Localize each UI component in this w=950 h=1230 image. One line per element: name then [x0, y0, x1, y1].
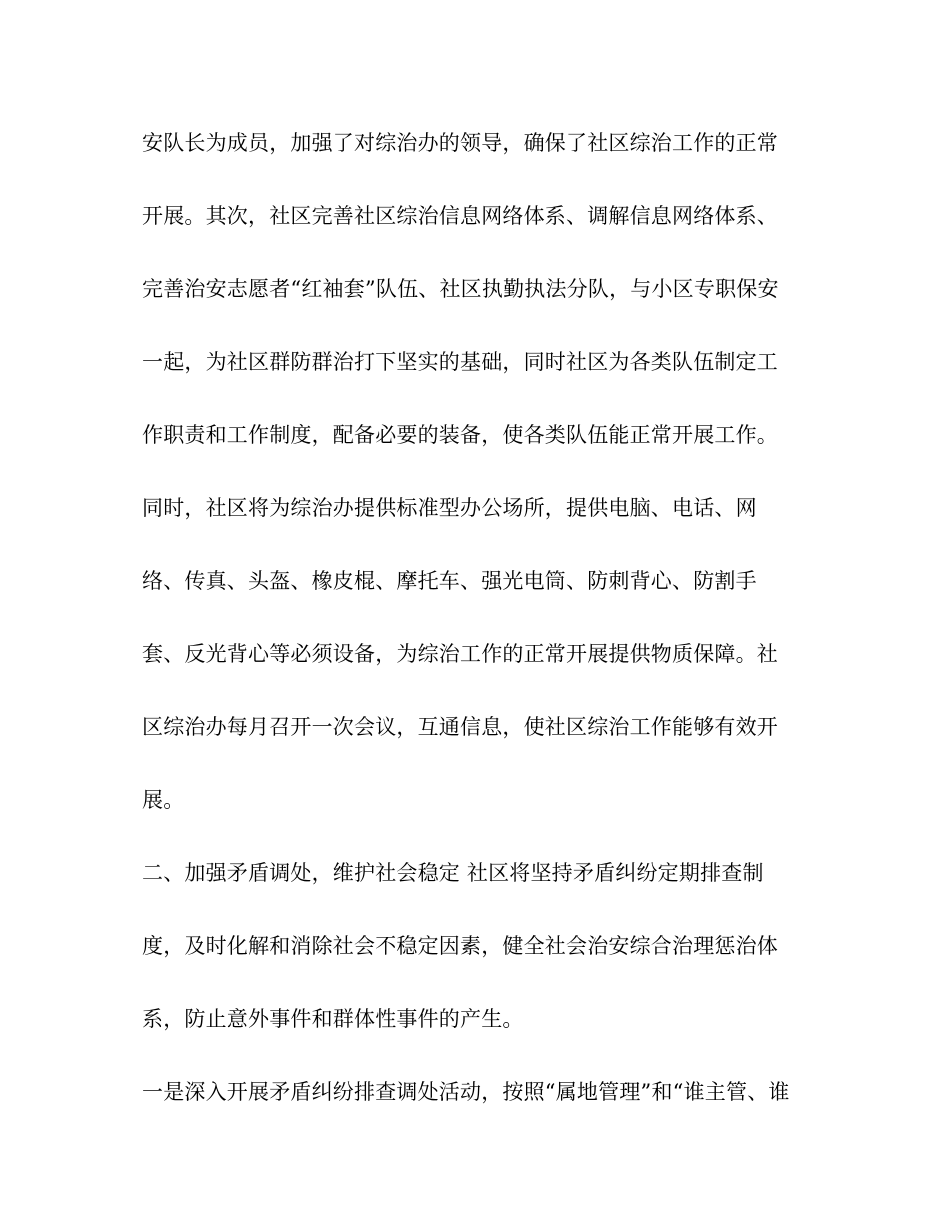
- text-line: 络、传真、头盔、橡皮棍、摩托车、强光电筒、防刺背心、防割手: [142, 569, 757, 593]
- section-heading-line: 二、加强矛盾调处，维护社会稳定 社区将坚持矛盾纠纷定期排查制: [142, 861, 764, 885]
- text-line: 开展。其次，社区完善社区综治信息网络体系、调解信息网络体系、: [142, 204, 778, 228]
- text-line: 度，及时化解和消除社会不稳定因素，健全社会治安综合治理惩治体: [142, 934, 778, 958]
- text-line: 系，防止意外事件和群体性事件的产生。: [142, 1007, 524, 1031]
- text-line: 同时，社区将为综治办提供标准型办公场所，提供电脑、电话、网: [142, 496, 757, 520]
- text-line: 完善治安志愿者“红袖套”队伍、社区执勤执法分队，与小区专职保安: [142, 277, 779, 301]
- text-line: 安队长为成员，加强了对综治办的领导，确保了社区综治工作的正常: [142, 131, 778, 155]
- text-line: 作职责和工作制度，配备必要的装备，使各类队伍能正常开展工作。: [142, 423, 778, 447]
- text-line: 一是深入开展矛盾纠纷排查调处活动，按照“属地管理”和“谁主管、谁: [142, 1080, 790, 1104]
- text-line: 展。: [142, 788, 185, 812]
- text-line: 区综治办每月召开一次会议，互通信息，使社区综治工作能够有效开: [142, 715, 778, 739]
- text-line: 一起，为社区群防群治打下坚实的基础，同时社区为各类队伍制定工: [142, 350, 778, 374]
- text-line: 套、反光背心等必须设备，为综治工作的正常开展提供物质保障。社: [142, 642, 778, 666]
